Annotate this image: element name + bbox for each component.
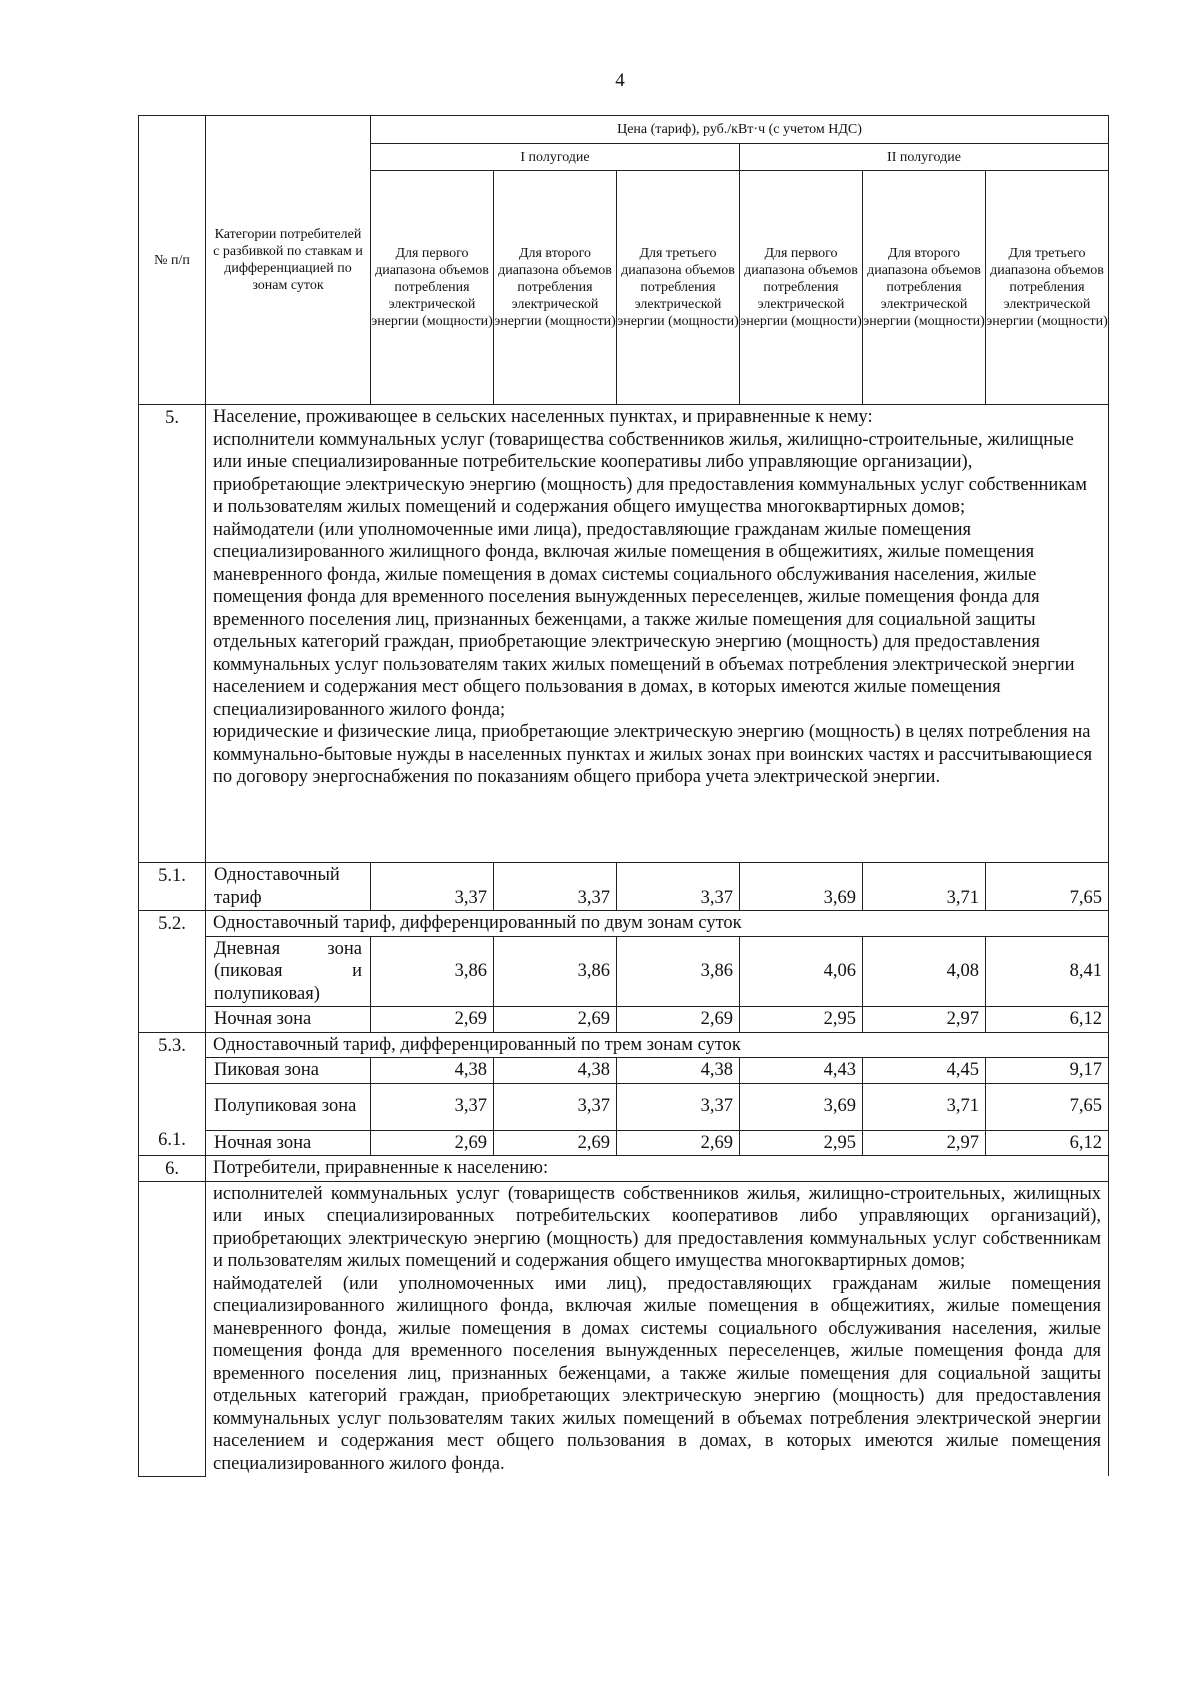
row-label: Ночная зона xyxy=(206,1007,371,1033)
header-h2-range-1: Для первого диапазона объемов потребления электрической энергии (мощности) xyxy=(740,171,863,405)
tariff-value: 2,69 xyxy=(617,1130,740,1156)
row-number-5-3: 5.3. xyxy=(139,1032,206,1156)
tariff-value: 3,37 xyxy=(617,1083,740,1130)
tariff-value: 6,12 xyxy=(986,1130,1109,1156)
row-title: Одноставочный тариф, дифференцированный по двум зонам суток xyxy=(206,911,1109,937)
tariff-value: 2,97 xyxy=(863,1130,986,1156)
tariff-value: 4,43 xyxy=(740,1058,863,1084)
tariff-value: 2,69 xyxy=(371,1007,494,1033)
header-h1-range-1: Для первого диапазона объемов потребления электрической энергии (мощности) xyxy=(371,171,494,405)
tariff-value: 3,37 xyxy=(494,863,617,911)
row-number-6-1-label: 6.1. xyxy=(158,1129,186,1150)
row-title: Одноставочный тариф, дифференцированный по трем зонам суток xyxy=(206,1032,1109,1058)
header-h1-range-3: Для третьего диапазона объемов потребления электрической энергии (мощности) xyxy=(617,171,740,405)
tariff-value: 2,69 xyxy=(617,1007,740,1033)
header-col-category: Категории потребителей с разбивкой по ставкам и дифференциацией по зонам суток xyxy=(206,116,371,405)
tariff-value: 2,95 xyxy=(740,1007,863,1033)
tariff-value: 3,37 xyxy=(494,1083,617,1130)
tariff-value: 2,97 xyxy=(863,1007,986,1033)
header-h1-range-2: Для второго диапазона объемов потребления электрической энергии (мощности) xyxy=(494,171,617,405)
row-label: Ночная зона xyxy=(206,1130,371,1156)
header-half-1: I полугодие xyxy=(371,144,740,171)
section-6-1-paragraph: наймодателей (или уполномоченных ими лиц), предоставляющих гражданам жилые помещения специализированного жилищного фонда, включая жилые помещения в общежитиях, жилые помещения маневренного фонда, жилые помещения в домах системы социального обслуживания населения, жилые помещения фонда для временного поселения вынужденных переселенцев, жилые помещения фонда для временного поселения лиц, признанных беженцами, а также жилые помещения для социальной защиты отдельных категорий граждан, приобретающих электрическую энергию (мощность) для предоставления коммунальных услуг пользователям таких жилых помещений в объемах потребления электрической энергии населением и содержания мест общего пользования в домах, в которых имеются жилые помещения специализированного жилого фонда. xyxy=(213,1273,1102,1474)
header-col-number: № п/п xyxy=(139,116,206,405)
row-label: Дневная зона (пиковая и полупиковая) xyxy=(206,936,371,1007)
tariff-value: 2,69 xyxy=(371,1130,494,1156)
header-half-2: II полугодие xyxy=(740,144,1109,171)
section-6-title: Потребители, приравненные к населению: xyxy=(206,1156,1109,1182)
tariff-value: 3,71 xyxy=(863,863,986,911)
tariff-value: 7,65 xyxy=(986,863,1109,911)
row-number-5-1: 5.1. xyxy=(139,863,206,911)
tariff-value: 7,65 xyxy=(986,1083,1109,1130)
header-price-title: Цена (тариф), руб./кВт·ч (с учетом НДС) xyxy=(371,116,1109,144)
tariff-value: 4,38 xyxy=(371,1058,494,1084)
tariff-value: 2,95 xyxy=(740,1130,863,1156)
page-number: 4 xyxy=(615,70,625,91)
row-number-5: 5. xyxy=(139,405,206,863)
section-6-1-text xyxy=(206,1181,1109,1476)
row-number-5-2: 5.2. xyxy=(139,911,206,1033)
section-5-paragraph: наймодатели (или уполномоченные ими лица), предоставляющие гражданам жилые помещения специализированного жилищного фонда, включая жилые помещения в общежитиях, жилые помещения маневренного фонда, жилые помещения в домах системы социального обслуживания населения, жилые помещения фонда для временного поселения вынужденных переселенцев, жилые помещения фонда для временного поселения лиц, признанных беженцами, а также жилые помещения для социальной защиты отдельных категорий граждан, приобретающие электрическую энергию (мощность) для предоставления коммунальных услуг пользователям таких жилых помещений в объемах потребления электрической энергии населением и содержания мест общего пользования в домах, в которых имеются жилые помещения специализированного жилого фонда; xyxy=(213,519,1075,720)
row-number-6-1 xyxy=(139,1129,206,1476)
section-6-1-paragraph: исполнителей коммунальных услуг (товариществ собственников жилья, жилищно-строительных, жилищных или иных специализированных потребительских кооперативов либо управляющих организаций), приобретающих электрическую энергию (мощность) для предоставления коммунальных услуг собственникам и пользователям жилых помещений и содержания общего имущества многоквартирных домов; xyxy=(213,1183,1102,1271)
tariff-value: 4,38 xyxy=(494,1058,617,1084)
tariff-value: 4,38 xyxy=(617,1058,740,1084)
section-5-paragraph: исполнители коммунальных услуг (товарищества собственников жилья, жилищно-строительные, жилищные или иные специализированные потребительские кооперативы либо управляющие организации), приобретающие электрическую энергию (мощность) для предоставления коммунальных услуг собственникам и пользователям жилых помещений и содержания общего имущества многоквартирных домов; xyxy=(213,429,1087,517)
section-5-paragraph: юридические и физические лица, приобретающие электрическую энергию (мощность) в целях потребления на коммунально-бытовые нужды в населенных пунктах и жилых зонах при воинских частях и рассчитывающиеся по договору энергоснабжения по показаниям общего прибора учета электрической энергии. xyxy=(213,722,1093,787)
section-5-paragraph: Население, проживающее в сельских населенных пунктах, и приравненные к нему: xyxy=(213,407,873,427)
tariff-value: 3,86 xyxy=(371,936,494,1007)
tariff-value: 4,45 xyxy=(863,1058,986,1084)
row-label: Полупиковая зона xyxy=(206,1083,371,1130)
header-h2-range-3: Для третьего диапазона объемов потребления электрической энергии (мощности) xyxy=(986,171,1109,405)
tariff-value: 3,69 xyxy=(740,863,863,911)
tariff-value: 8,41 xyxy=(986,936,1109,1007)
tariff-value: 3,71 xyxy=(863,1083,986,1130)
tariff-value: 9,17 xyxy=(986,1058,1109,1084)
row-label: Пиковая зона xyxy=(206,1058,371,1084)
tariff-value: 2,69 xyxy=(494,1130,617,1156)
tariff-value: 3,37 xyxy=(371,1083,494,1130)
tariff-value: 4,06 xyxy=(740,936,863,1007)
tariff-table xyxy=(138,115,1109,1477)
section-5-text xyxy=(206,405,1109,863)
tariff-value: 3,86 xyxy=(617,936,740,1007)
tariff-value: 3,86 xyxy=(494,936,617,1007)
header-h2-range-2: Для второго диапазона объемов потребления электрической энергии (мощности) xyxy=(863,171,986,405)
row-label: Одноставочный тариф xyxy=(206,863,371,911)
tariff-value: 4,08 xyxy=(863,936,986,1007)
tariff-value: 6,12 xyxy=(986,1007,1109,1033)
tariff-value: 2,69 xyxy=(494,1007,617,1033)
tariff-value: 3,37 xyxy=(371,863,494,911)
row-number-6: 6. xyxy=(139,1156,206,1182)
tariff-value: 3,37 xyxy=(617,863,740,911)
tariff-value: 3,69 xyxy=(740,1083,863,1130)
